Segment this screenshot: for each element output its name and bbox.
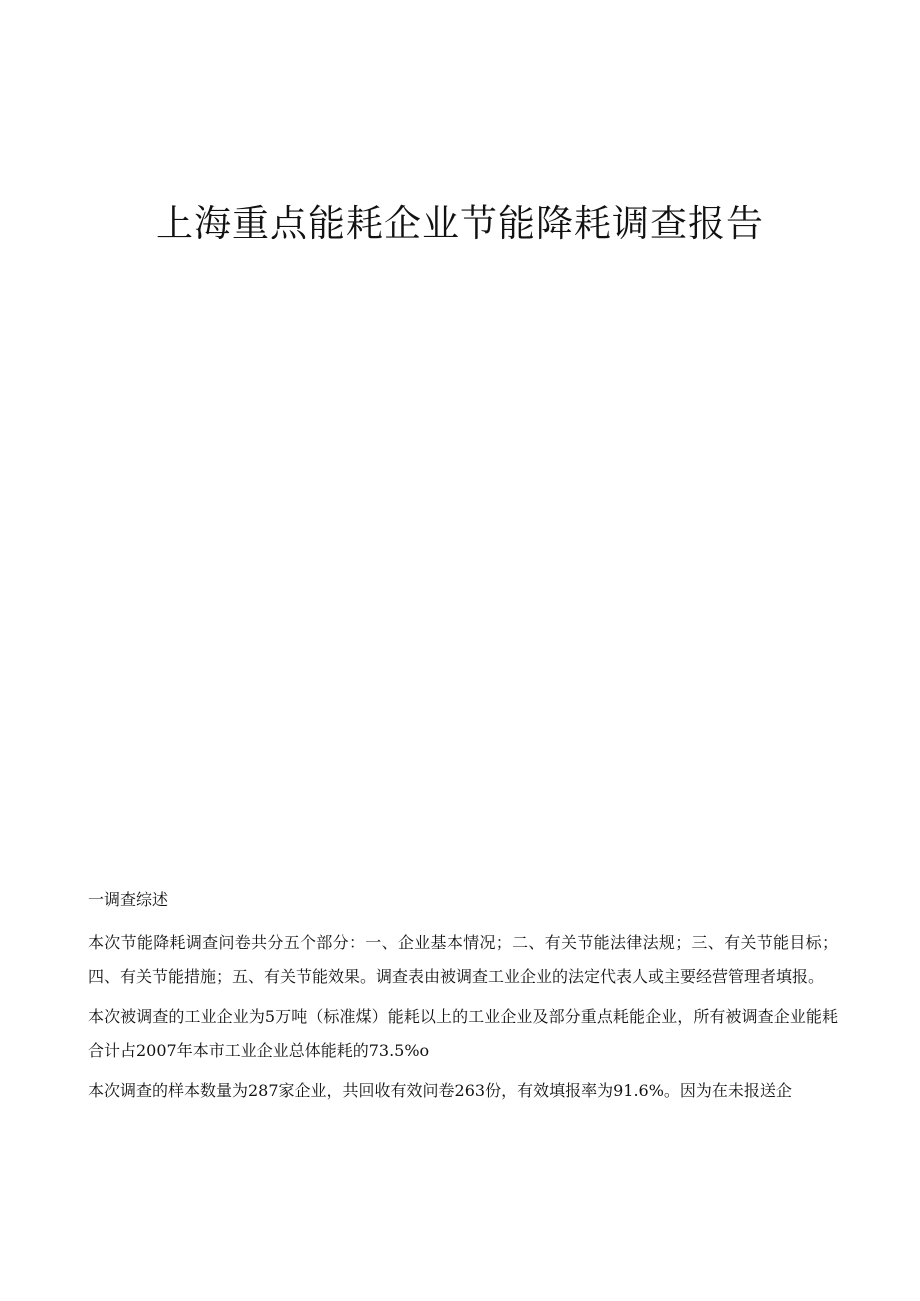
document-body bbox=[88, 884, 838, 1114]
paragraph-sample-size: 本次调查的样本数量为287家企业，共回收有效问卷263份，有效填报率为91.6%。因为在未报送企 bbox=[88, 1081, 792, 1100]
section-heading: 一调查综述 bbox=[88, 890, 169, 909]
paragraph-survey-structure: 本次节能降耗调查问卷共分五个部分：一、企业基本情况；二、有关节能法律法规；三、有关节能目标；四、有关节能措施；五、有关节能效果。调查表由被调查工业企业的法定代表人或主要经营管理者填报。 bbox=[88, 933, 838, 986]
paragraph-survey-scope: 本次被调查的工业企业为5万吨（标准煤）能耗以上的工业企业及部分重点耗能企业，所有被调查企业能耗合计占2007年本市工业企业总体能耗的73.5%o bbox=[88, 1007, 838, 1060]
document-title: 上海重点能耗企业节能降耗调查报告 bbox=[156, 202, 764, 245]
